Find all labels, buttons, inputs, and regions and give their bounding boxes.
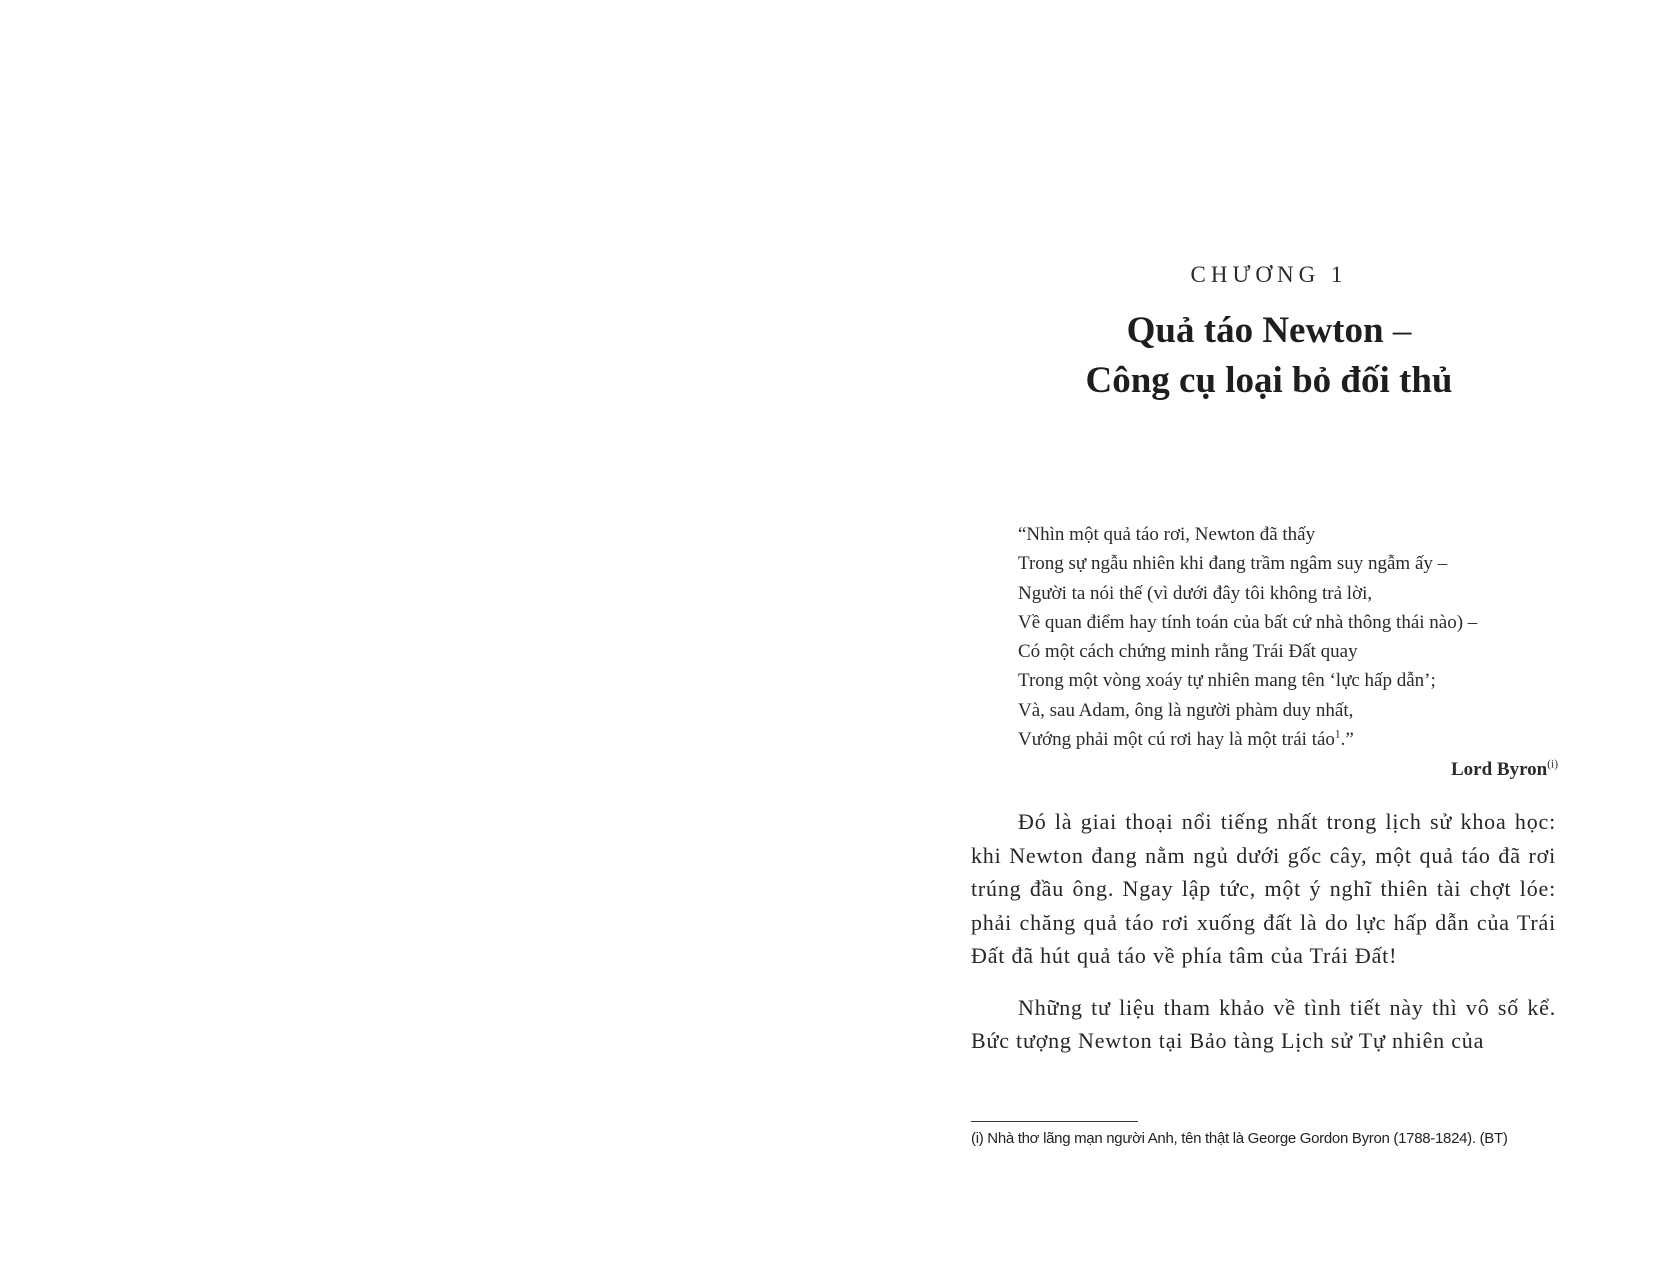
endnote-marker: 1: [1334, 728, 1341, 741]
epigraph-line-last: [1018, 725, 1558, 754]
epigraph-line: Trong một vòng xoáy tự nhiên mang tên ‘lực hấp dẫn’;: [1018, 670, 1436, 692]
epigraph-line: “Nhìn một quả táo rơi, Newton đã thấy: [1018, 524, 1316, 545]
chapter-title-text-1: Quả táo Newton: [1126, 310, 1384, 351]
footnote-marker: (i): [1547, 759, 1558, 772]
body-text: [971, 805, 1556, 1076]
epigraph-line: Người ta nói thế (vì dưới đây tôi không trả lời,: [1018, 582, 1373, 604]
epigraph-poem: [1018, 520, 1558, 785]
chapter-label: CHƯƠNG 1: [1190, 262, 1348, 287]
epigraph-line: Có một cách chứng minh rằng Trái Đất quay: [1018, 641, 1358, 663]
footnote: (i) Nhà thơ lãng mạn người Anh, tên thật là George Gordon Byron (1788-1824). (BT): [971, 1130, 1508, 1147]
body-paragraph-1: Đó là giai thoại nổi tiếng nhất trong lịch sử khoa học: khi Newton đang nằm ngủ dưới gốc cây, một quả táo đã rơi trúng đầu ông. Ngay lập tức, một ý nghĩ thiên tài chợt lóe: phải chăng quả táo rơi xuống đất là do lực hấp dẫn của Trái Đất đã hút quả táo về phía tâm của Trái Đất!: [971, 809, 1556, 968]
epigraph-attribution: [1018, 755, 1558, 784]
footnote-divider: [971, 1121, 1138, 1122]
epigraph-line: Về quan điểm hay tính toán của bất cứ nhà thông thái nào) –: [1018, 611, 1478, 633]
chapter-title-dash: –: [1383, 310, 1412, 351]
epigraph-line: Và, sau Adam, ông là người phàm duy nhất,: [1018, 699, 1354, 721]
right-page: [839, 0, 1678, 1264]
epigraph-last-text: Vướng phải một cú rơi hay là một trái táo: [1018, 729, 1335, 751]
chapter-title: [919, 306, 1619, 406]
body-paragraph-2: Những tư liệu tham khảo về tình tiết này thì vô số kể. Bức tượng Newton tại Bảo tàng Lịch sử Tự nhiên của: [971, 994, 1556, 1053]
epigraph-last-end: .”: [1340, 729, 1354, 751]
chapter-title-line-2: Công cụ loại bỏ đối thủ: [1085, 360, 1453, 401]
chapter-title-line-1: [919, 306, 1619, 356]
epigraph-author: Lord Byron: [1450, 759, 1548, 781]
epigraph-line: Trong sự ngẫu nhiên khi đang trầm ngâm suy ngẫm ấy –: [1018, 553, 1448, 575]
